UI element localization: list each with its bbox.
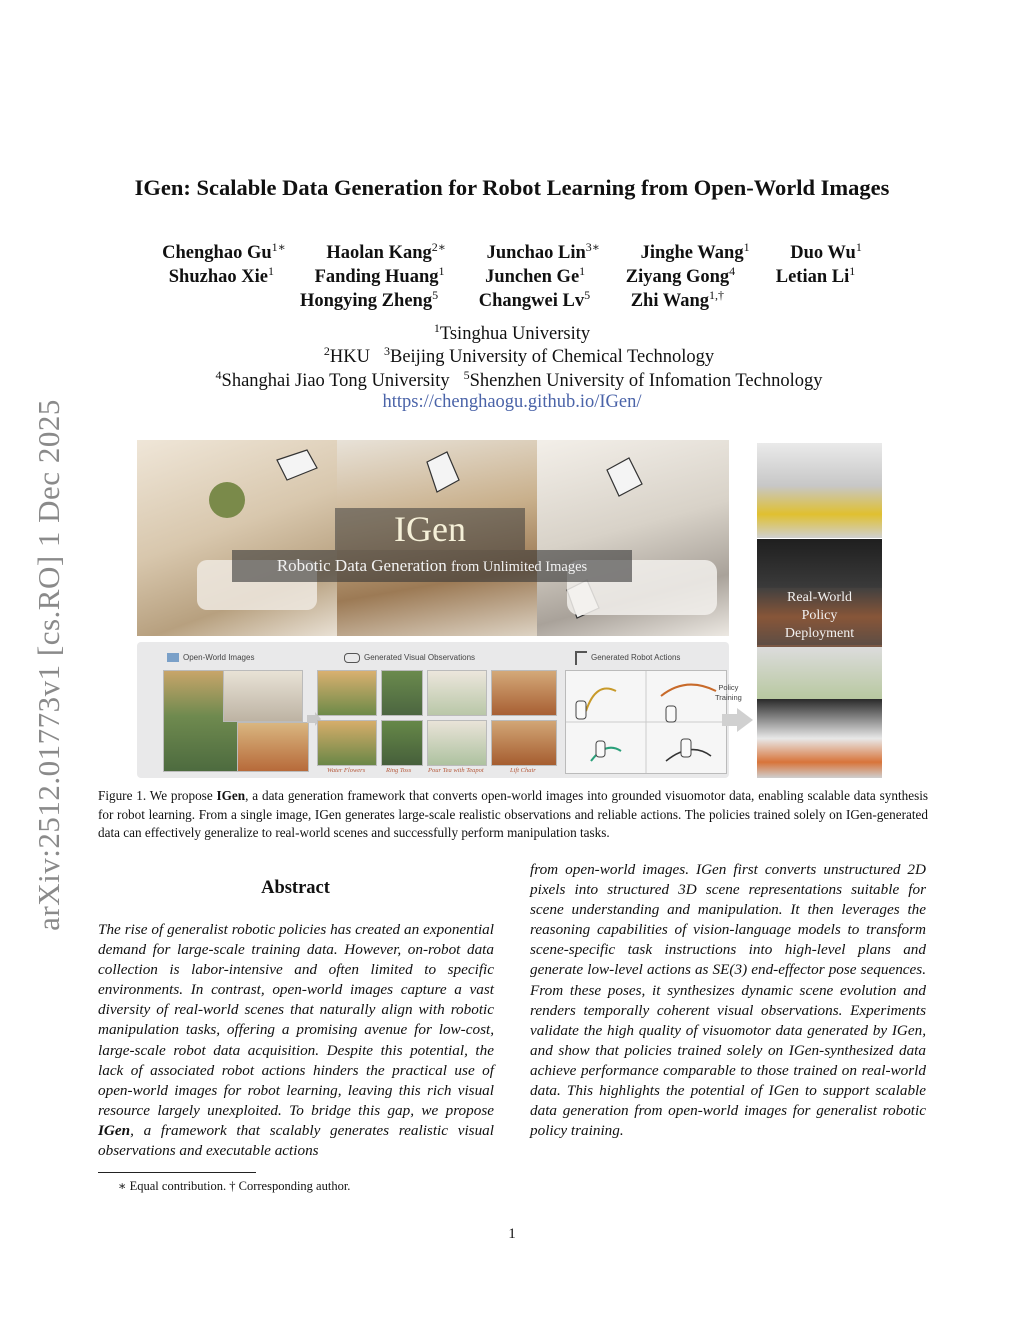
author: Zhi Wang$^{1,\dagger}$ — [630, 288, 725, 312]
author: Duo Wu$^1$ — [790, 240, 862, 264]
author-row-2 — [0, 264, 1024, 288]
camera-icon — [344, 653, 360, 663]
author: Chenghao $Gu^{1∗}$ — [162, 240, 286, 264]
figure-caption: Figure 1. We propose IGen, a data generation framework that converts open-world images into grounded visuomotor data, enabling scalable data synthesis for robot learning. From a single image, IGen generates large-scale realistic observations and reliable actions. The policies trained solely on IGen-generated data can effectively generalize to real-world scenes and successfully perform manipulation tasks. — [98, 788, 928, 841]
author: Fanding Huang$^1$ — [314, 264, 445, 288]
author: Letian Li$^1$ — [775, 264, 856, 288]
task-label-pour-tea: Pour Tea with Teapot — [428, 767, 484, 774]
policy-arrow-icon — [737, 708, 753, 732]
visual-obs-3 — [427, 670, 487, 716]
abstract-text-left: The rise of generalist robotic policies has created an exponential demand for large-scale training data. However, on-robot data collection is labor-intensive and often limited to specific environments. In contrast, open-world images capture a vast diversity of real-world scenes that naturally align with robotic manipulation tasks, offering a promising avenue for low-cost, large-scale robot data acquisition. Despite this potential, the lack of associated robot actions hinders the practical use of open-world images for robot learning, leaving this rich visual resource largely unexploited. To bridge this gap, we propose IGen, a framework that scalably generates realistic visual observations and executable actions — [98, 921, 494, 1160]
author: Haolan Kang$^{2∗}$ — [326, 240, 446, 264]
author: Hongying Zheng$^5$ — [299, 288, 439, 312]
page-number: 1 — [508, 1226, 516, 1242]
author: Ziyang Gong$^4$ — [625, 264, 736, 288]
real-world-photo-4 — [757, 699, 882, 778]
task-label-water-flowers: Water Flowers — [327, 767, 366, 774]
section-open-world-label: Open-World Images — [167, 653, 254, 662]
author-row-3 — [0, 288, 1024, 312]
task-label-lift-chair: Lift Chair — [510, 767, 536, 774]
footnote-rule — [98, 1172, 256, 1173]
open-world-image-3 — [237, 722, 309, 772]
abstract-text-right: from open-world images. IGen first converts unstructured 2D pixels into structured 3D scene representations suitable for scene understanding and manipulation. It then leverages the reasoning capabilities of vision-language models to transform scene-specific task instructions into high-level plans and generate low-level actions as SE(3) end-effector pose sequences. From these poses, it synthesizes dynamic scene evolution and renders temporally coherent visual observations. Experiments validate the high quality of visuomotor data generated by IGen, and show that policies trained solely on IGen-synthesized data achieve performance comparable to those trained on real-world data. This highlights the potential of IGen to support scalable data generation from open-world images for generalist robotic policy training. — [530, 861, 926, 1140]
author: Shuzhao Xie$^1$ — [168, 264, 274, 288]
section-visual-label: Generated Visual Observations — [344, 653, 475, 663]
visual-obs-7 — [427, 720, 487, 766]
arxiv-stamp-text: arXiv:2512.01773v1 [cs.RO] 1 Dec 2025 — [31, 399, 66, 931]
section-actions-label: Generated Robot Actions — [575, 651, 680, 665]
policy-training-label: Policy Training — [715, 683, 742, 702]
pipeline-panel — [137, 642, 729, 778]
hero-image — [137, 440, 729, 636]
author: Changwei Lv$^5$ — [478, 288, 591, 312]
policy-arrow-body — [722, 714, 738, 726]
author-row-1 — [0, 240, 1024, 264]
footnote: ∗ Equal contribution. † Corresponding author. — [118, 1179, 351, 1193]
robot-arm-icon — [575, 651, 587, 665]
project-link-line — [0, 392, 1024, 413]
author: Jinghe Wang$^1$ — [640, 240, 750, 264]
real-world-photo-1 — [757, 443, 882, 538]
visual-obs-6 — [381, 720, 423, 766]
plant-shape — [209, 482, 245, 518]
task-label-ring-toss: Ring Toss — [386, 767, 412, 774]
author: Junchao Lin$^{3∗}$ — [486, 240, 600, 264]
robot-actions-panel — [565, 670, 727, 774]
affiliation-line-1: $^1$Tsinghua University — [433, 321, 591, 345]
project-url-link[interactable]: https://chenghaogu.github.io/IGen/ — [382, 392, 642, 412]
paper-title: IGen: Scalable Data Generation for Robot Learning from Open-World Images — [134, 175, 890, 200]
hero-subtitle: Robotic Data Generation from Unlimited Images — [232, 550, 632, 582]
robot-action-trajectories — [566, 671, 726, 773]
arxiv-stamp — [28, 380, 70, 950]
abstract-heading: Abstract — [261, 878, 330, 898]
visual-obs-4 — [491, 670, 557, 716]
real-world-photo-3 — [757, 647, 882, 699]
affiliation-line-2: $^2$HKU $^3$Beijing University of Chemical Technology — [323, 344, 715, 368]
igen-logo: IGen — [335, 508, 525, 550]
visual-obs-8 — [491, 720, 557, 766]
author: Junchen Ge$^1$ — [485, 264, 586, 288]
visual-obs-2 — [381, 670, 423, 716]
affiliation-line-3: $^4$Shanghai Jiao Tong University $^5$Shenzhen University of Infomation Technology — [215, 368, 823, 392]
open-world-image-2 — [223, 670, 303, 722]
real-world-deployment-label: Real-World Policy Deployment — [757, 588, 882, 645]
figure-1 — [137, 440, 882, 780]
real-world-column — [757, 443, 882, 778]
image-icon — [167, 653, 179, 662]
visual-obs-1 — [317, 670, 377, 716]
visual-obs-5 — [317, 720, 377, 766]
